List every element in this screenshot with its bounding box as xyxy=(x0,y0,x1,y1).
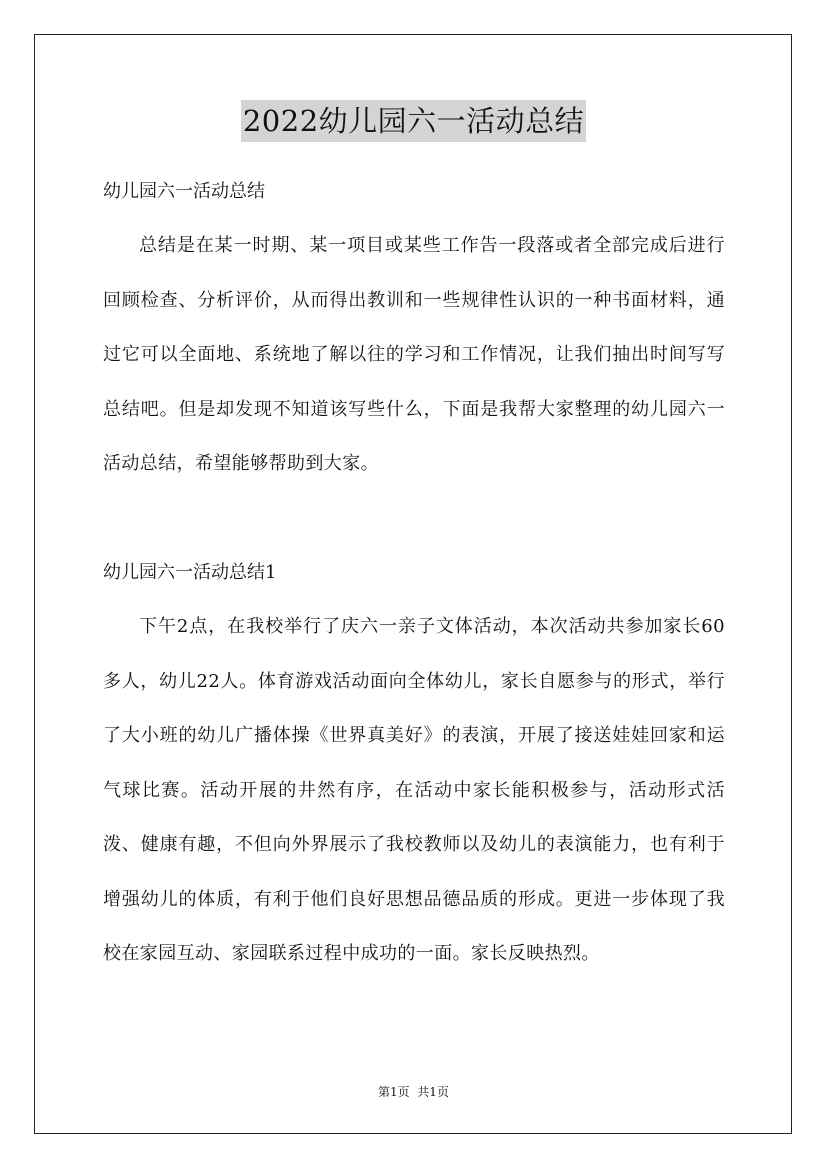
page-footer: 第1页 共1页 xyxy=(378,1085,449,1099)
intro-heading: 幼儿园六一活动总结 xyxy=(103,181,265,202)
section1-heading: 幼儿园六一活动总结1 xyxy=(103,562,277,583)
title-container xyxy=(0,100,827,142)
section1-paragraph: 下午2点，在我校举行了庆六一亲子文体活动，本次活动共参加家长60多人，幼儿22人。体育游戏活动面向全体幼儿，家长自愿参与的形式，举行了大小班的幼儿广播体操《世界真美好》的表演，开展了接送娃娃回家和运气球比赛。活动开展的井然有序，在活动中家长能积极参与，活动形式活泼、健康有趣，不但向外界展示了我校教师以及幼儿的表演能力，也有利于增强幼儿的体质，有利于他们良好思想品德品质的形成。更进一步体现了我校在家园互动、家园联系过程中成功的一面。家长反映热烈。 xyxy=(103,616,725,964)
document-title: 2022幼儿园六一活动总结 xyxy=(241,100,586,142)
intro-paragraph: 总结是在某一时期、某一项目或某些工作告一段落或者全部完成后进行回顾检查、分析评价，从而得出教训和一些规律性认识的一种书面材料，通过它可以全面地、系统地了解以往的学习和工作情况，让我们抽出时间写写总结吧。但是却发现不知道该写些什么，下面是我帮大家整理的幼儿园六一活动总结，希望能够帮助到大家。 xyxy=(103,235,725,474)
